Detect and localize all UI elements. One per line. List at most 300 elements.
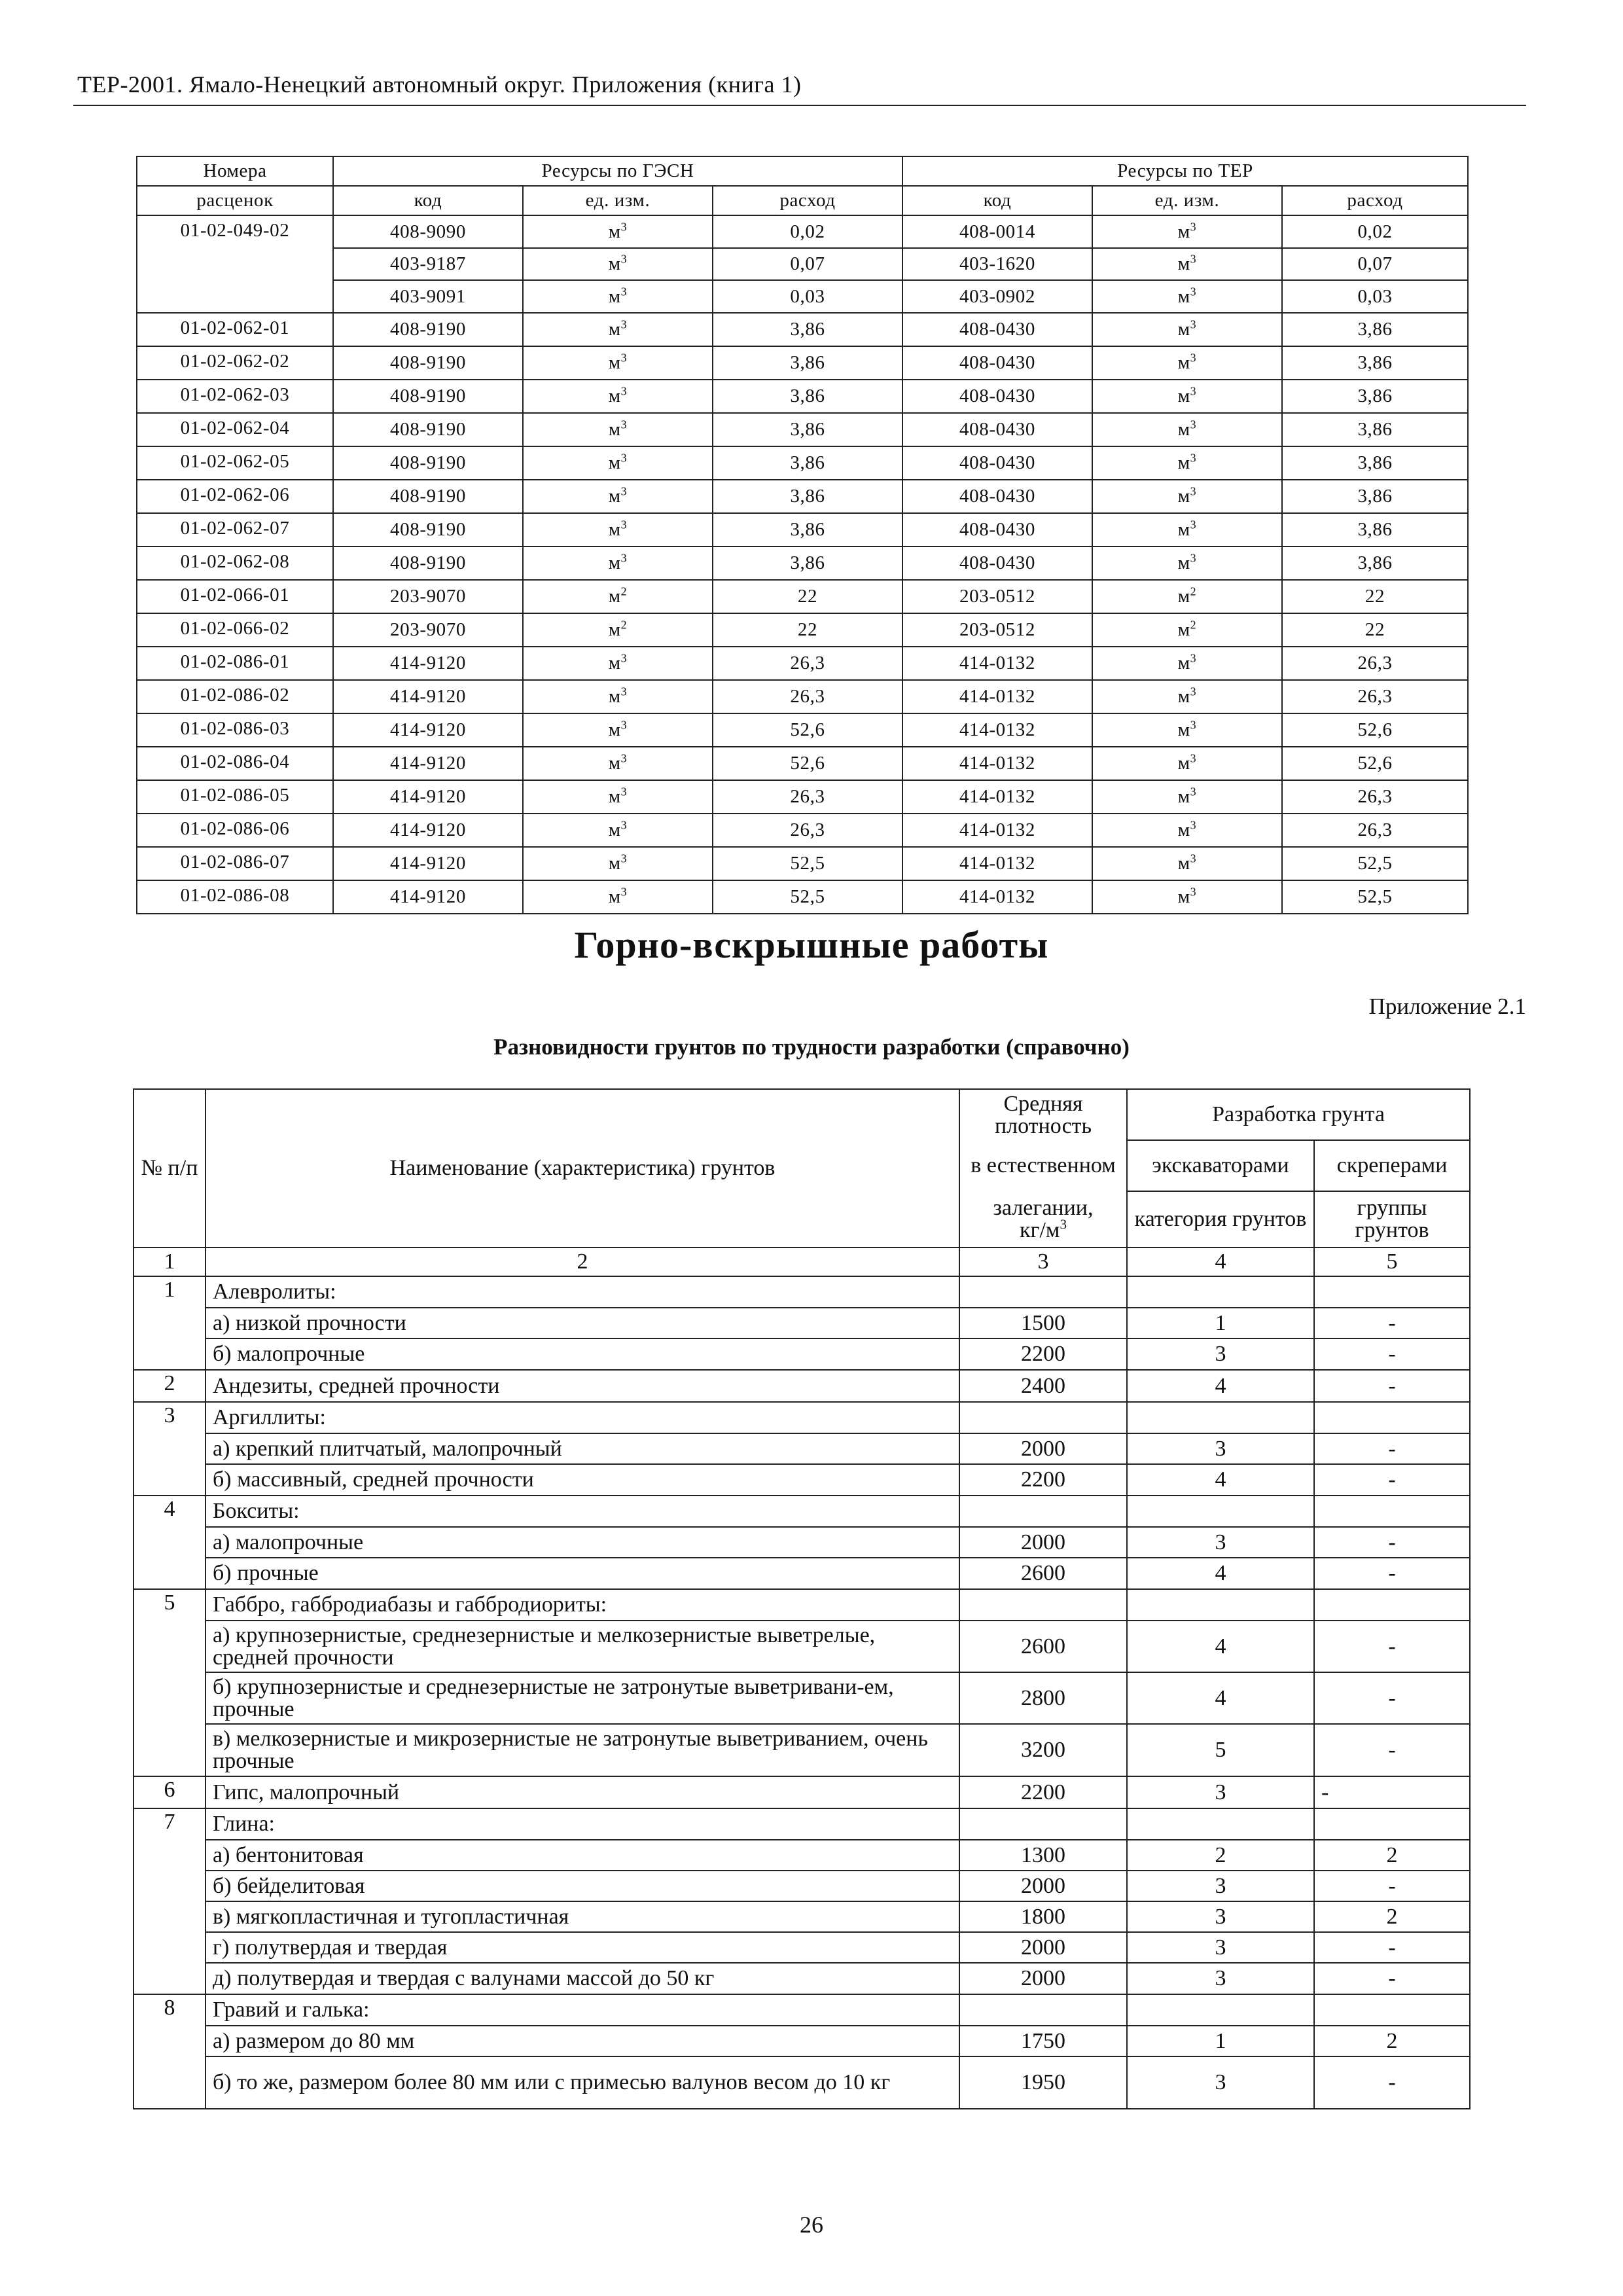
gesn-code: 414-9120 (333, 847, 523, 880)
gesn-consumption: 0,07 (713, 248, 902, 280)
scraper-group: - (1314, 1527, 1470, 1558)
ter-unit-base: м (1177, 419, 1190, 440)
soil-density (959, 1276, 1127, 1308)
gesn-code: 414-9120 (333, 647, 523, 680)
soil-num (134, 1963, 205, 1994)
soil-density: 2000 (959, 1963, 1127, 1994)
ter-consumption: 26,3 (1282, 680, 1468, 713)
ter-consumption: 0,02 (1282, 215, 1468, 248)
excavator-category: 4 (1127, 1558, 1314, 1589)
soil-density (959, 1402, 1127, 1433)
excavator-category: 3 (1127, 1871, 1314, 1901)
ter-unit (1092, 647, 1282, 680)
rate-number (137, 280, 333, 313)
soil-density: 3200 (959, 1724, 1127, 1776)
gesn-code: 408-9190 (333, 446, 523, 480)
gesn-unit-exp: 3 (620, 518, 628, 531)
table-row (137, 346, 1468, 380)
ter-unit-exp: 3 (1190, 284, 1197, 298)
soil-name: Андезиты, средней прочности (205, 1370, 959, 1402)
gesn-unit-exp: 3 (620, 317, 628, 331)
table-row (137, 847, 1468, 880)
ter-consumption: 3,86 (1282, 547, 1468, 580)
resources-table-body (137, 215, 1468, 914)
soil-density: 2600 (959, 1558, 1127, 1589)
excavator-category: 3 (1127, 1963, 1314, 1994)
soil-density: 2000 (959, 1932, 1127, 1963)
ter-unit-base: м (1177, 686, 1190, 707)
gesn-consumption: 3,86 (713, 480, 902, 513)
excavator-category (1127, 1808, 1314, 1840)
gesn-code: 414-9120 (333, 780, 523, 814)
ter-unit (1092, 547, 1282, 580)
gesn-unit (523, 847, 713, 880)
ter-unit-base: м (1177, 819, 1190, 840)
soil-types-table (133, 1088, 1471, 2109)
ter-unit (1092, 480, 1282, 513)
header-gesn-code: код (333, 186, 523, 215)
soil-name: в) мягкопластичная и тугопластичная (205, 1901, 959, 1932)
gesn-consumption: 3,86 (713, 313, 902, 346)
gesn-unit-exp: 3 (620, 751, 628, 765)
ter-code: 408-0014 (902, 215, 1092, 248)
gesn-unit (523, 248, 713, 280)
soil-density (959, 1994, 1127, 2026)
gesn-consumption: 26,3 (713, 647, 902, 680)
gesn-unit-exp: 3 (620, 885, 628, 899)
ter-consumption: 52,5 (1282, 880, 1468, 914)
ter-unit (1092, 780, 1282, 814)
gesn-unit-base: м (608, 253, 621, 274)
scraper-group: - (1314, 1672, 1470, 1724)
rate-number: 01-02-086-07 (137, 847, 333, 880)
soil-density: 2200 (959, 1776, 1127, 1808)
excavator-category: 2 (1127, 1840, 1314, 1871)
gesn-unit-base: м (608, 619, 621, 640)
gesn-unit (523, 814, 713, 847)
ter-unit-base: м (1177, 386, 1190, 406)
gesn-unit-base: м (608, 753, 621, 774)
table-row (134, 1963, 1470, 1994)
excavator-category: 3 (1127, 1901, 1314, 1932)
ter-unit (1092, 313, 1282, 346)
scraper-group: - (1314, 1433, 1470, 1464)
section-title: Горно-вскрышные работы (574, 924, 1049, 966)
ter-unit-exp: 3 (1190, 885, 1197, 899)
gesn-code: 414-9120 (333, 713, 523, 747)
table-row (137, 780, 1468, 814)
ter-unit-exp: 3 (1190, 252, 1197, 266)
ter-code: 414-0132 (902, 680, 1092, 713)
table-caption: Разновидности грунтов по трудности разработки (справочно) (493, 1034, 1130, 1060)
gesn-unit (523, 647, 713, 680)
soil-num: 8 (134, 1994, 205, 2026)
gesn-code: 414-9120 (333, 680, 523, 713)
rate-number: 01-02-062-05 (137, 446, 333, 480)
gesn-unit (523, 480, 713, 513)
ter-code: 414-0132 (902, 814, 1092, 847)
soil-name: а) малопрочные (205, 1527, 959, 1558)
rate-number: 01-02-086-03 (137, 713, 333, 747)
soil-density: 1750 (959, 2026, 1127, 2056)
rate-number: 01-02-086-08 (137, 880, 333, 914)
table-row (137, 380, 1468, 413)
ter-unit-exp: 2 (1190, 618, 1197, 632)
ter-unit-exp: 3 (1190, 518, 1197, 531)
scraper-group (1314, 1402, 1470, 1433)
scraper-group: 2 (1314, 1840, 1470, 1871)
rate-number: 01-02-062-02 (137, 346, 333, 380)
gesn-unit-base: м (608, 352, 621, 373)
ter-consumption: 52,6 (1282, 713, 1468, 747)
header-scraper-group: группы грунтов (1314, 1191, 1470, 1247)
ter-unit-base: м (1177, 886, 1190, 907)
ter-unit (1092, 680, 1282, 713)
table-row (134, 1589, 1470, 1621)
excavator-category (1127, 1402, 1314, 1433)
gesn-unit-base: м (608, 719, 621, 740)
ter-unit (1092, 280, 1282, 313)
gesn-unit (523, 413, 713, 446)
scraper-group (1314, 1496, 1470, 1527)
gesn-consumption: 3,86 (713, 513, 902, 547)
soil-num: 1 (134, 1276, 205, 1308)
soil-name: Габбро, габбродиабазы и габбродиориты: (205, 1589, 959, 1621)
gesn-consumption: 26,3 (713, 780, 902, 814)
header-colnum-4: 4 (1127, 1247, 1314, 1276)
scraper-group: - (1314, 1871, 1470, 1901)
ter-code: 403-0902 (902, 280, 1092, 313)
gesn-code: 414-9120 (333, 814, 523, 847)
header-development: Разработка грунта (1127, 1089, 1470, 1140)
excavator-category: 1 (1127, 2026, 1314, 2056)
ter-unit-exp: 3 (1190, 751, 1197, 765)
gesn-unit-base: м (608, 853, 621, 874)
table-row (137, 647, 1468, 680)
rate-number: 01-02-086-04 (137, 747, 333, 780)
scraper-group: - (1314, 1724, 1470, 1776)
table-row (137, 547, 1468, 580)
ter-consumption: 52,6 (1282, 747, 1468, 780)
ter-unit-base: м (1177, 319, 1190, 340)
appendix-label: Приложение 2.1 (1368, 994, 1526, 1019)
gesn-code: 408-9190 (333, 380, 523, 413)
gesn-unit-base: м (608, 452, 621, 473)
rate-number: 01-02-062-04 (137, 413, 333, 446)
excavator-category: 4 (1127, 1370, 1314, 1402)
soil-name: а) размером до 80 мм (205, 2026, 959, 2056)
ter-unit-exp: 3 (1190, 852, 1197, 865)
table-row (134, 1276, 1470, 1308)
gesn-consumption: 26,3 (713, 814, 902, 847)
header-num: № п/п (134, 1089, 205, 1247)
ter-unit-base: м (1177, 221, 1190, 242)
ter-consumption: 0,07 (1282, 248, 1468, 280)
header-gesn-unit: ед. изм. (523, 186, 713, 215)
ter-unit (1092, 346, 1282, 380)
header-rate-numbers-line2: расценок (137, 186, 333, 215)
soil-num (134, 1621, 205, 1672)
header-colnum-2: 2 (205, 1247, 959, 1276)
gesn-consumption: 26,3 (713, 680, 902, 713)
table-row (134, 1621, 1470, 1672)
rate-number: 01-02-062-06 (137, 480, 333, 513)
table-row (137, 446, 1468, 480)
ter-code: 408-0430 (902, 346, 1092, 380)
soil-name: а) низкой прочности (205, 1308, 959, 1338)
ter-code: 414-0132 (902, 780, 1092, 814)
gesn-consumption: 52,5 (713, 880, 902, 914)
rate-number: 01-02-049-02 (137, 215, 333, 248)
ter-unit-base: м (1177, 619, 1190, 640)
soil-num: 5 (134, 1589, 205, 1621)
soil-num: 4 (134, 1496, 205, 1527)
gesn-unit (523, 280, 713, 313)
header-ter-consumption: расход (1282, 186, 1468, 215)
excavator-category (1127, 1496, 1314, 1527)
gesn-unit-exp: 3 (620, 219, 628, 233)
ter-unit-exp: 3 (1190, 384, 1197, 398)
ter-unit-exp: 3 (1190, 484, 1197, 498)
page-number: 26 (800, 2212, 823, 2238)
table-row (137, 680, 1468, 713)
soil-density: 1800 (959, 1901, 1127, 1932)
excavator-category: 3 (1127, 2056, 1314, 2109)
soil-name: б) крупнозернистые и среднезернистые не затронутые выветривани-ем, прочные (205, 1672, 959, 1724)
excavator-category: 5 (1127, 1724, 1314, 1776)
scraper-group (1314, 1994, 1470, 2026)
table-row (134, 1672, 1470, 1724)
header-scrapers: скреперами (1314, 1140, 1470, 1191)
rate-number: 01-02-086-06 (137, 814, 333, 847)
ter-unit-base: м (1177, 519, 1190, 540)
header-density-3b: кг/м (1020, 1217, 1060, 1242)
rate-number: 01-02-062-07 (137, 513, 333, 547)
table-row (134, 1994, 1470, 2026)
table-row (134, 1433, 1470, 1464)
ter-consumption: 3,86 (1282, 313, 1468, 346)
gesn-consumption: 52,6 (713, 747, 902, 780)
table-row (137, 313, 1468, 346)
gesn-consumption: 0,02 (713, 215, 902, 248)
ter-unit-exp: 3 (1190, 418, 1197, 431)
rate-number: 01-02-086-02 (137, 680, 333, 713)
header-excavator-category: категория грунтов (1127, 1191, 1314, 1247)
gesn-code: 408-9190 (333, 513, 523, 547)
soil-num (134, 1527, 205, 1558)
soil-density: 2200 (959, 1464, 1127, 1496)
ter-consumption: 0,03 (1282, 280, 1468, 313)
ter-unit (1092, 847, 1282, 880)
soil-density: 2400 (959, 1370, 1127, 1402)
gesn-code: 408-9090 (333, 215, 523, 248)
soil-num: 2 (134, 1370, 205, 1402)
ter-unit (1092, 215, 1282, 248)
scraper-group (1314, 1276, 1470, 1308)
table-row (134, 1464, 1470, 1496)
ter-consumption: 22 (1282, 580, 1468, 613)
gesn-code: 414-9120 (333, 747, 523, 780)
table-row (134, 1496, 1470, 1527)
ter-code: 203-0512 (902, 580, 1092, 613)
gesn-unit-base: м (608, 586, 621, 607)
gesn-consumption: 22 (713, 613, 902, 647)
soil-name: Аргиллиты: (205, 1402, 959, 1433)
ter-consumption: 3,86 (1282, 346, 1468, 380)
scraper-group: - (1314, 1932, 1470, 1963)
gesn-code: 408-9190 (333, 413, 523, 446)
soil-density: 1950 (959, 2056, 1127, 2109)
soil-num (134, 1308, 205, 1338)
soil-name: Бокситы: (205, 1496, 959, 1527)
gesn-consumption: 3,86 (713, 346, 902, 380)
gesn-unit (523, 747, 713, 780)
header-rate-numbers: Номера (137, 156, 333, 186)
table-row (134, 1724, 1470, 1776)
soil-num (134, 1871, 205, 1901)
table-row (134, 1402, 1470, 1433)
gesn-unit (523, 513, 713, 547)
gesn-unit (523, 313, 713, 346)
ter-unit-base: м (1177, 285, 1190, 307)
excavator-category: 3 (1127, 1932, 1314, 1963)
table-row (137, 613, 1468, 647)
gesn-unit-base: м (608, 285, 621, 307)
gesn-unit-exp: 3 (620, 818, 628, 832)
ter-code: 403-1620 (902, 248, 1092, 280)
excavator-category: 3 (1127, 1338, 1314, 1370)
table-row (134, 1527, 1470, 1558)
soil-density: 2800 (959, 1672, 1127, 1724)
header-density-3 (959, 1191, 1127, 1247)
ter-unit (1092, 513, 1282, 547)
header-ter-group: Ресурсы по ТЕР (902, 156, 1468, 186)
ter-code: 408-0430 (902, 446, 1092, 480)
soil-num (134, 1433, 205, 1464)
gesn-consumption: 3,86 (713, 380, 902, 413)
header-gesn-group: Ресурсы по ГЭСН (333, 156, 902, 186)
ter-code: 408-0430 (902, 547, 1092, 580)
ter-unit-exp: 3 (1190, 317, 1197, 331)
ter-unit-base: м (1177, 853, 1190, 874)
ter-unit-exp: 3 (1190, 451, 1197, 465)
excavator-category: 4 (1127, 1464, 1314, 1496)
table-row (134, 1338, 1470, 1370)
ter-consumption: 3,86 (1282, 446, 1468, 480)
gesn-unit (523, 380, 713, 413)
scraper-group: - (1314, 1621, 1470, 1672)
gesn-code: 203-9070 (333, 580, 523, 613)
gesn-unit-exp: 3 (620, 651, 628, 665)
gesn-consumption: 52,5 (713, 847, 902, 880)
gesn-unit-base: м (608, 552, 621, 573)
ter-unit (1092, 814, 1282, 847)
gesn-consumption: 3,86 (713, 413, 902, 446)
gesn-unit-exp: 2 (620, 618, 628, 632)
ter-code: 414-0132 (902, 880, 1092, 914)
table-row (134, 1932, 1470, 1963)
gesn-unit-base: м (608, 686, 621, 707)
header-colnum-3: 3 (959, 1247, 1127, 1276)
soil-num (134, 1558, 205, 1589)
ter-unit-base: м (1177, 786, 1190, 807)
table-row (137, 413, 1468, 446)
excavator-category: 3 (1127, 1433, 1314, 1464)
table-row (137, 713, 1468, 747)
gesn-unit-base: м (608, 819, 621, 840)
page-header-title: ТЕР-2001. Ямало-Ненецкий автономный округ. Приложения (книга 1) (77, 71, 802, 98)
ter-unit-base: м (1177, 253, 1190, 274)
ter-code: 408-0430 (902, 380, 1092, 413)
gesn-unit (523, 215, 713, 248)
table-row (137, 814, 1468, 847)
excavator-category: 1 (1127, 1308, 1314, 1338)
gesn-consumption: 3,86 (713, 547, 902, 580)
header-density-3a: залегании, (993, 1195, 1094, 1220)
soil-density (959, 1589, 1127, 1621)
gesn-unit-base: м (608, 653, 621, 673)
gesn-code: 408-9190 (333, 547, 523, 580)
table-row (137, 880, 1468, 914)
ter-unit (1092, 248, 1282, 280)
soil-num: 6 (134, 1776, 205, 1808)
ter-unit-exp: 3 (1190, 785, 1197, 798)
ter-unit-exp: 3 (1190, 351, 1197, 365)
gesn-unit-base: м (608, 786, 621, 807)
gesn-unit-exp: 3 (620, 551, 628, 565)
ter-consumption: 26,3 (1282, 647, 1468, 680)
soil-density: 2000 (959, 1433, 1127, 1464)
soil-num (134, 2026, 205, 2056)
rate-number: 01-02-062-01 (137, 313, 333, 346)
gesn-code: 414-9120 (333, 880, 523, 914)
ter-consumption: 3,86 (1282, 380, 1468, 413)
ter-code: 408-0430 (902, 513, 1092, 547)
soil-density: 2200 (959, 1338, 1127, 1370)
rate-number: 01-02-062-03 (137, 380, 333, 413)
gesn-code: 403-9187 (333, 248, 523, 280)
gesn-unit-exp: 3 (620, 384, 628, 398)
soil-name: а) крепкий плитчатый, малопрочный (205, 1433, 959, 1464)
soil-density (959, 1496, 1127, 1527)
excavator-category (1127, 1589, 1314, 1621)
gesn-unit (523, 880, 713, 914)
scraper-group: - (1314, 1308, 1470, 1338)
ter-code: 414-0132 (902, 847, 1092, 880)
ter-consumption: 26,3 (1282, 814, 1468, 847)
ter-code: 203-0512 (902, 613, 1092, 647)
header-ter-code: код (902, 186, 1092, 215)
ter-unit (1092, 747, 1282, 780)
ter-consumption: 22 (1282, 613, 1468, 647)
table-row (134, 1901, 1470, 1932)
ter-unit-base: м (1177, 552, 1190, 573)
soil-name: г) полутвердая и твердая (205, 1932, 959, 1963)
soil-num (134, 1901, 205, 1932)
gesn-unit-exp: 3 (620, 785, 628, 798)
table-row (137, 215, 1468, 248)
soil-name: б) то же, размером более 80 мм или с примесью валунов весом до 10 кг (205, 2056, 959, 2109)
ter-unit (1092, 713, 1282, 747)
soil-num: 7 (134, 1808, 205, 1840)
gesn-unit (523, 446, 713, 480)
soil-density: 1300 (959, 1840, 1127, 1871)
gesn-unit-base: м (608, 886, 621, 907)
ter-consumption: 3,86 (1282, 413, 1468, 446)
rate-number: 01-02-066-01 (137, 580, 333, 613)
gesn-unit (523, 613, 713, 647)
gesn-unit-base: м (608, 221, 621, 242)
